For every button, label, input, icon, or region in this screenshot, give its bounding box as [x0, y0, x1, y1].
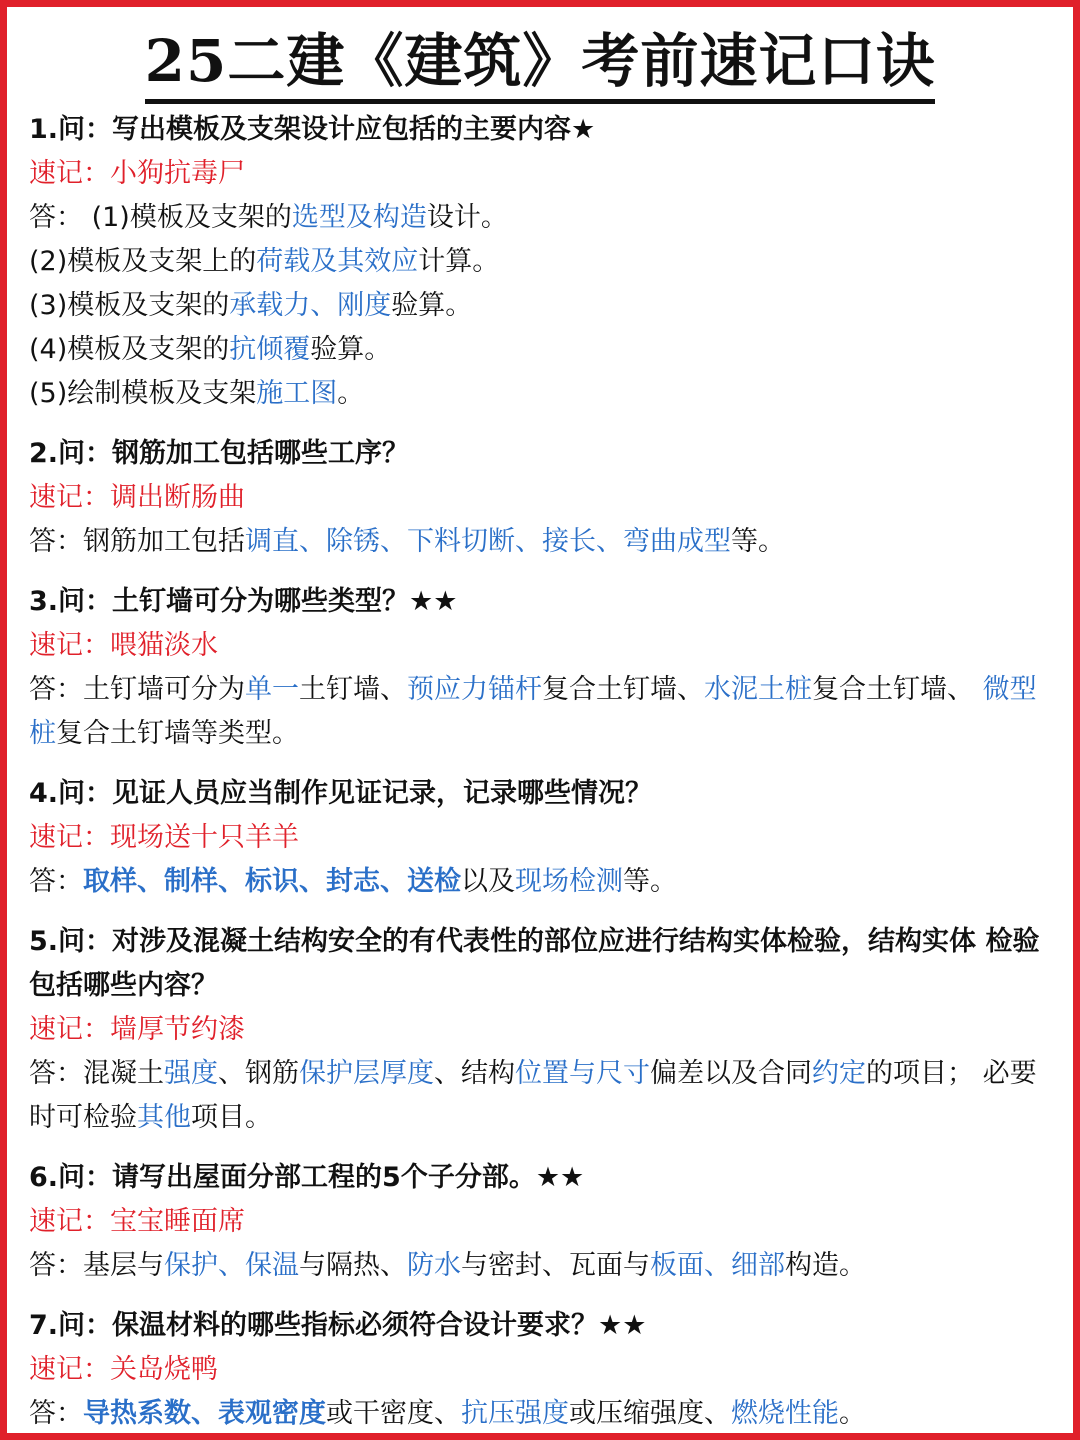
answer-highlight: 抗压强度: [461, 1398, 569, 1429]
answer-4: [29, 860, 1053, 904]
answer-text: (2)模板及支架上的: [29, 246, 257, 277]
answer-highlight: 防水: [407, 1250, 461, 1281]
answer-text: 复合土钉墙、: [812, 674, 983, 705]
answer-highlight: 调直、除锈、下料切断、接长、弯曲成型: [245, 526, 731, 557]
answer-5: [29, 1052, 1053, 1140]
answer-text: 与隔热、: [299, 1250, 407, 1281]
answer-highlight: 强度: [164, 1058, 218, 1089]
answer-text: 答：土钉墙可分为: [29, 674, 245, 705]
answer-highlight: 选型及构造: [291, 202, 427, 233]
answer-text: 答：: [29, 866, 83, 897]
answer-text: 答：钢筋加工包括: [29, 526, 245, 557]
answer-text: 等。: [731, 526, 785, 557]
mnemonic-6: 速记：宝宝睡面席: [29, 1206, 245, 1237]
answer-highlight: 其他: [137, 1102, 191, 1133]
section-4: [29, 772, 1053, 904]
answer-highlight: 抗倾覆: [229, 334, 311, 365]
section-gap: [29, 1140, 1053, 1156]
mnemonic-4: 速记：现场送十只羊羊: [29, 822, 299, 853]
section-gap: [29, 564, 1053, 580]
answer-highlight: 导热系数、表观密度: [83, 1398, 326, 1429]
answer-text: 计算。: [418, 246, 500, 277]
content: [29, 108, 1053, 1436]
answer-text: 复合土钉墙、: [542, 674, 704, 705]
answer-highlight: 板面、细部: [650, 1250, 785, 1281]
section-7: [29, 1304, 1053, 1436]
answer-text: 等。: [623, 866, 677, 897]
answer-1-line-1: [29, 196, 1053, 240]
section-2: [29, 432, 1053, 564]
question-7: 7.问：保温材料的哪些指标必须符合设计要求？★★: [29, 1310, 647, 1341]
question-1: 1.问：写出模板及支架设计应包括的主要内容★: [29, 114, 596, 145]
answer-text: 验算。: [310, 334, 392, 365]
answer-highlight: 水泥土桩: [704, 674, 812, 705]
answer-text: 与密封、瓦面与: [461, 1250, 650, 1281]
mnemonic-2: 速记：调出断肠曲: [29, 482, 245, 513]
mnemonic-7: 速记：关岛烧鸭: [29, 1354, 218, 1385]
answer-text: 复合土钉墙等类型。: [56, 718, 299, 749]
answer-highlight: 保护、保温: [164, 1250, 299, 1281]
question-6: 6.问：请写出屋面分部工程的5个子分部。★★: [29, 1162, 585, 1193]
question-2: 2.问：钢筋加工包括哪些工序？: [29, 438, 410, 469]
answer-highlight: 现场检测: [515, 866, 623, 897]
answer-highlight: 单一: [245, 674, 299, 705]
answer-3: [29, 668, 1053, 756]
answer-highlight: 荷载及其效应: [256, 246, 419, 277]
answer-1-line-4: [29, 328, 1053, 372]
section-gap: [29, 756, 1053, 772]
answer-highlight: 承载力、刚度: [229, 290, 392, 321]
answer-text: 答：混凝土: [29, 1058, 164, 1089]
answer-text: 验算。: [391, 290, 473, 321]
page-title-text: 25二建《建筑》考前速记口诀: [145, 25, 936, 104]
answer-highlight: 燃烧性能: [731, 1398, 839, 1429]
mnemonic-5: 速记：墙厚节约漆: [29, 1014, 245, 1045]
answer-text: (3)模板及支架的: [29, 290, 230, 321]
section-5: [29, 920, 1053, 1140]
answer-text: 设计。: [426, 202, 508, 233]
answer-text: 、结构: [434, 1058, 515, 1089]
answer-text: 答：: [29, 1398, 83, 1429]
answer-text: 、钢筋: [218, 1058, 299, 1089]
question-5: 5.问：对涉及混凝土结构安全的有代表性的部位应进行结构实体检验，结构实体 检验包括哪些内容？: [29, 926, 1040, 1001]
answer-highlight: 保护层厚度: [299, 1058, 434, 1089]
answer-highlight: 微型桩: [29, 674, 1037, 749]
section-gap: [29, 904, 1053, 920]
answer-6: [29, 1244, 1053, 1288]
answer-highlight: 施工图: [256, 378, 338, 409]
section-1: [29, 108, 1053, 416]
answer-text: 答：基层与: [29, 1250, 164, 1281]
answer-text: 土钉墙、: [299, 674, 407, 705]
answer-text: 偏差以及合同: [650, 1058, 812, 1089]
answer-text: 以及: [461, 866, 515, 897]
answer-highlight: 位置与尺寸: [515, 1058, 650, 1089]
answer-text: (4)模板及支架的: [29, 334, 230, 365]
answer-2: [29, 520, 1053, 564]
answer-text: 的项目； 必要时可检验: [29, 1058, 1037, 1133]
answer-1-line-2: [29, 240, 1053, 284]
answer-text: (5)绘制模板及支架: [29, 378, 257, 409]
section-6: [29, 1156, 1053, 1288]
answer-highlight: 取样、制样、标识、封志、送检: [83, 866, 461, 897]
mnemonic-3: 速记：喂猫淡水: [29, 630, 218, 661]
question-3: 3.问：土钉墙可分为哪些类型？★★: [29, 586, 458, 617]
answer-text: 。: [839, 1398, 866, 1429]
answer-text: 答： (1)模板及支架的: [29, 202, 292, 233]
answer-text: 。: [337, 378, 365, 409]
answer-1-line-3: [29, 284, 1053, 328]
answer-text: 构造。: [785, 1250, 866, 1281]
answer-text: 或干密度、: [326, 1398, 461, 1429]
question-4: 4.问：见证人员应当制作见证记录，记录哪些情况？: [29, 778, 653, 809]
section-gap: [29, 1288, 1053, 1304]
section-gap: [29, 416, 1053, 432]
answer-7: [29, 1392, 1053, 1436]
answer-text: 项目。: [191, 1102, 272, 1133]
answer-1-line-5: [29, 372, 1053, 416]
page-title: [7, 25, 1073, 104]
answer-text: 或压缩强度、: [569, 1398, 731, 1429]
answer-highlight: 预应力锚杆: [407, 674, 542, 705]
mnemonic-1: 速记：小狗抗毒尸: [29, 158, 245, 189]
answer-highlight: 约定: [812, 1058, 866, 1089]
section-3: [29, 580, 1053, 756]
